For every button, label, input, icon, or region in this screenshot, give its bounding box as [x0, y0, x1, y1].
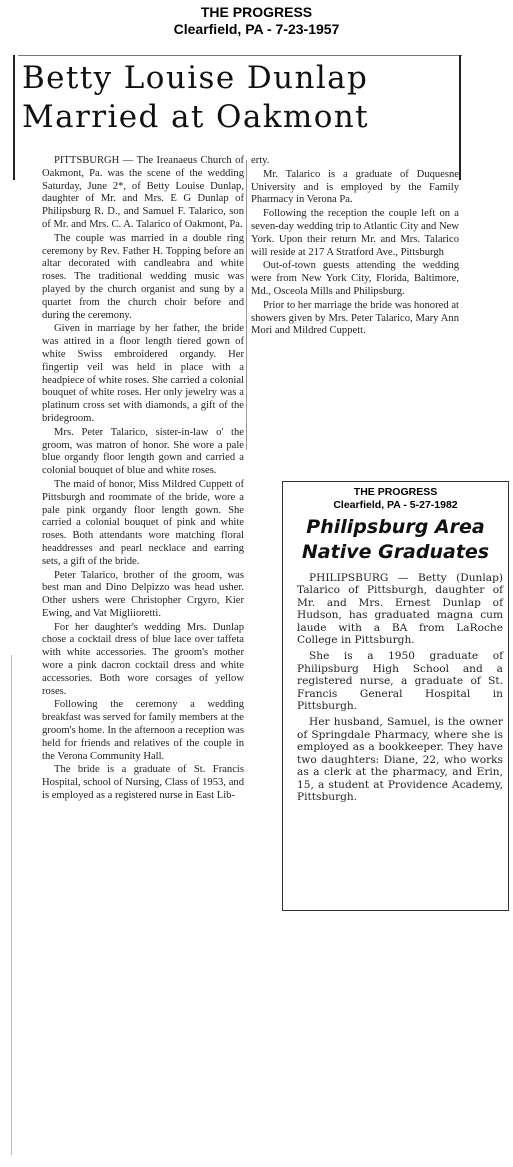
- article-paragraph: The bride is a graduate of St. Francis Hospital, school of Nursing, Class of 1953, and is employed as a registered nurse in East Lib-: [42, 764, 244, 802]
- article-paragraph: The couple was married in a double ring ceremony by Rev. Father H. Topping before an altar decorated with candleabra and white roses. The traditional wedding music was played by the church organist and sung by a quartet from the church choir before and during the ceremony.: [42, 232, 244, 321]
- article-paragraph: Prior to her marriage the bride was honored at showers given by Mrs. Peter Talarico, Mary Ann Mori and Mildred Cuppett.: [251, 299, 459, 337]
- article-paragraph: The maid of honor, Miss Mildred Cuppett of Pittsburgh and roommate of the bride, wore a pale pink organdy floor length gown. She carried a colonial bouquet of pink and white roses. Both attendants wore matching floral headdresses and pearl necklace and earring sets, a gift of the bride.: [42, 478, 244, 567]
- article-column-2: [251, 155, 459, 339]
- masthead-paper-name: THE PROGRESS: [200, 4, 313, 20]
- notice-masthead: [283, 486, 508, 512]
- notice-paragraph: She is a 1950 graduate of Philipsburg High School and a registered nurse, a graduate of St. Francis General Hospital in Pittsburgh.: [297, 650, 503, 713]
- notice-body: [297, 572, 503, 807]
- article-paragraph-continuation: erty.: [251, 155, 270, 166]
- notice-paragraph: PHILIPSBURG — Betty (Dunlap) Talarico of Pittsburgh, daughter of Mr. and Mrs. Ernest Dunlap of Hudson, has graduated magna cum laude with a BA from LaRoche College in Pittsburgh.: [297, 572, 503, 647]
- masthead-dateline: Clearfield, PA - 7-23-1957: [173, 21, 340, 37]
- article-paragraph: Mrs. Peter Talarico, sister-in-law o' the groom, was matron of honor. She wore a pale blue organdy floor length gown and carried a colonial bouquet of blue and white roses.: [42, 426, 244, 477]
- graduation-notice-clipping: [282, 481, 509, 911]
- article-column-1: [42, 155, 244, 804]
- article-paragraph: PITTSBURGH — The Ireanaeus Church of Oakmont, Pa. was the scene of the wedding Saturday, June 2*, of Betty Louise Dunlap, daughter of Mr. and Mrs. E G Dunlap of Philipsburg R. D., and Samuel F. Talarico, son of Mr. and Mrs. C. A. Talarico of Oakmont, Pa.: [42, 155, 244, 230]
- article-paragraph: Out-of-town guests attending the wedding were from New York City, Florida, Baltimore, Md., Osceola Mills and Philipsburg.: [251, 260, 459, 297]
- notice-headline: [283, 515, 508, 565]
- notice-headline-line-2: Native Graduates: [301, 541, 490, 563]
- article-paragraph: Given in marriage by her father, the bride was attired in a floor length tiered gown of white Swiss embroidered organdy. Her fingertip veil was held in place with a headpiece of white roses. She carried a colonial bouquet of white roses. Her only jewelry was a platinum cross set with diamonds, a gift of the bridegroom.: [42, 323, 244, 424]
- article-paragraph: Peter Talarico, brother of the groom, was best man and Dino Delpizzo was head usher. Other ushers were Christopher Crgyro, Kier Ewing, and Vat Migliioretti.: [42, 569, 244, 619]
- masthead: [0, 4, 513, 38]
- notice-paragraph: Her husband, Samuel, is the owner of Springdale Pharmacy, where she is employed as a bookkeeper. They have two daughters: Diane, 22, who works as a clerk at the pharmacy, and Erin, 15, a student at Providence Academy, Pittsburgh.: [297, 716, 503, 803]
- column-divider: [246, 160, 247, 450]
- headline-line-1: Betty Louise Dunlap: [22, 60, 369, 96]
- article-paragraph: Following the ceremony a wedding breakfast was served for family members at the groom's home. In the afternoon a reception was held for friends and relatives of the couple in the Verona Community Hall.: [42, 699, 244, 762]
- headline-left-rule: [13, 55, 15, 180]
- clipping-top-rule: [18, 55, 462, 56]
- notice-dateline: Clearfield, PA - 5-27-1982: [333, 499, 458, 511]
- article-headline: [22, 59, 472, 137]
- article-paragraph: Following the reception the couple left on a seven-day wedding trip to Atlantic City and New York. Upon their return Mr. and Mrs. Talarico will reside at 217 A Stratford Ave., Pittsburgh: [251, 208, 460, 258]
- headline-line-2: Married at Oakmont: [22, 99, 369, 135]
- notice-headline-line-1: Philipsburg Area: [306, 516, 485, 538]
- article-paragraph: For her daughter's wedding Mrs. Dunlap chose a cocktail dress of blue lace over taffeta with white accessories. The groom's mother wore a pink dacron cocktail dress and white accessories. Both wore corsages of yellow roses.: [42, 621, 244, 697]
- article-paragraph: Mr. Talarico is a graduate of Duquesne University and is employed by the Family Pharmacy in Verona Pa.: [251, 168, 459, 206]
- clipping-left-edge: [11, 655, 12, 1155]
- notice-paper-name: THE PROGRESS: [353, 486, 438, 498]
